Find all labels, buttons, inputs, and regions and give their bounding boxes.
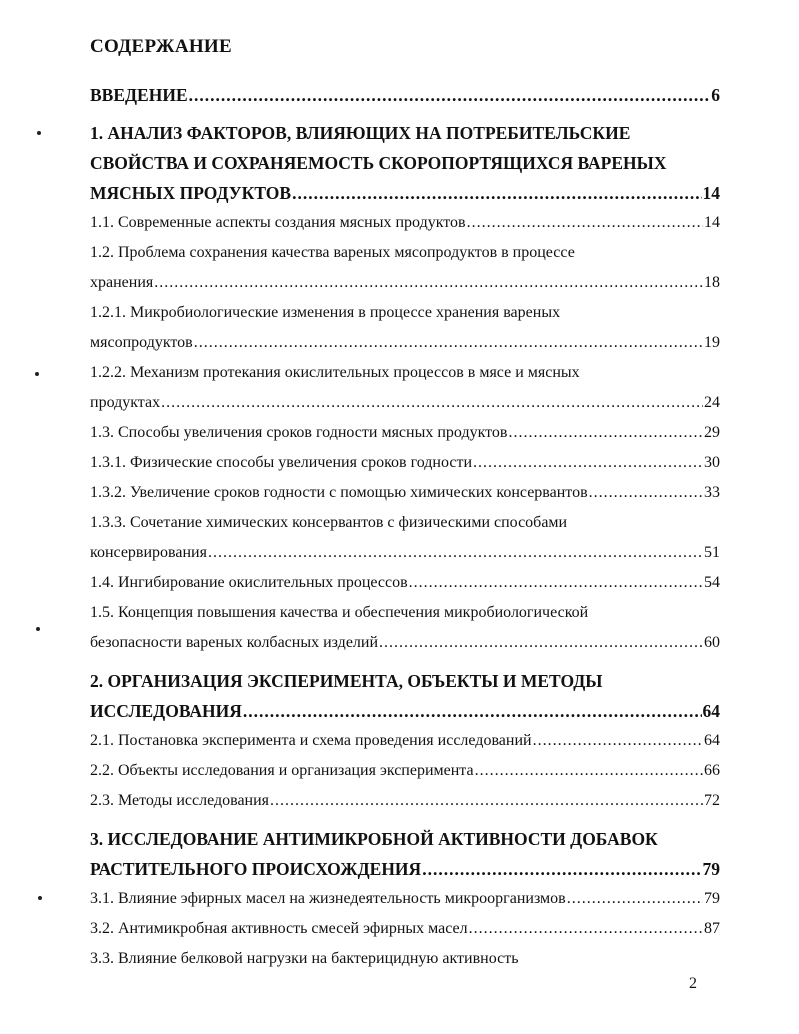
page-number: 2 xyxy=(689,975,697,992)
toc-entry xyxy=(90,726,720,756)
toc-entry-page: 66 xyxy=(704,762,720,779)
page-title: СОДЕРЖАНИЕ xyxy=(90,36,232,57)
toc-entry-text: 2.1. Постановка эксперимента и схема проведения исследований xyxy=(90,732,532,749)
toc-entry: СВОЙСТВА И СОХРАНЯЕМОСТЬ СКОРОПОРТЯЩИХСЯ ВАРЕНЫХ xyxy=(90,153,667,173)
toc-entry xyxy=(90,80,720,110)
toc-leader-dots xyxy=(154,268,703,298)
toc-entry-page: 64 xyxy=(702,701,720,721)
toc-leader-dots xyxy=(292,178,701,208)
toc-leader-dots xyxy=(473,448,703,478)
toc-entry-text: мясопродуктов xyxy=(90,334,193,351)
toc-entry-page: 30 xyxy=(704,454,720,471)
toc-leader-dots xyxy=(189,80,711,110)
toc-entry: 2. ОРГАНИЗАЦИЯ ЭКСПЕРИМЕНТА, ОБЪЕКТЫ И МЕТОДЫ xyxy=(90,671,603,691)
margin-mark xyxy=(37,131,41,135)
toc-entry-text: МЯСНЫХ ПРОДУКТОВ xyxy=(90,183,292,203)
toc-leader-dots xyxy=(567,884,703,914)
toc-leader-dots xyxy=(533,726,703,756)
toc-entry-text: 1.3.1. Физические способы увеличения сроков годности xyxy=(90,454,473,471)
toc-entry-text: ИССЛЕДОВАНИЯ xyxy=(90,701,242,721)
toc-entry-text: хранения xyxy=(90,274,154,291)
toc-leader-dots xyxy=(161,388,703,418)
toc-entry xyxy=(90,568,720,598)
toc-entry-page: 18 xyxy=(704,274,720,291)
toc-entry-text: 1.1. Современные аспекты создания мясных продуктов xyxy=(90,214,466,231)
toc-leader-dots xyxy=(194,328,703,358)
margin-mark xyxy=(38,896,42,900)
toc-leader-dots xyxy=(589,478,703,508)
toc-entry-text: 2.3. Методы исследования xyxy=(90,792,270,809)
toc-entry-text: РАСТИТЕЛЬНОГО ПРОИСХОЖДЕНИЯ xyxy=(90,859,422,879)
toc-leader-dots xyxy=(508,418,703,448)
toc-entry-text: консервирования xyxy=(90,544,207,561)
toc-entry: 1.2.1. Микробиологические изменения в процессе хранения вареных xyxy=(90,304,561,321)
toc-entry: 1.2.2. Механизм протекания окислительных процессов в мясе и мясных xyxy=(90,364,580,381)
toc-entry xyxy=(90,448,720,478)
toc-entry: 1.2. Проблема сохранения качества вареных мясопродуктов в процессе xyxy=(90,244,575,261)
toc-entry xyxy=(90,208,720,238)
toc-entry xyxy=(90,538,720,568)
toc-entry-text: продуктах xyxy=(90,394,161,411)
toc-entry-text: ВВЕДЕНИЕ xyxy=(90,85,188,105)
toc-entry xyxy=(90,628,720,658)
toc-leader-dots xyxy=(469,914,703,944)
toc-entry-page: 6 xyxy=(711,85,720,105)
toc-entry-text: 3.2. Антимикробная активность смесей эфирных масел xyxy=(90,920,468,937)
toc-entry: 1.5. Концепция повышения качества и обеспечения микробиологической xyxy=(90,604,589,621)
toc-entry-page: 87 xyxy=(704,920,720,937)
toc-entry: 3. ИССЛЕДОВАНИЕ АНТИМИКРОБНОЙ АКТИВНОСТИ ДОБАВОК xyxy=(90,829,658,849)
toc-entry xyxy=(90,696,720,726)
toc-entry: 1. АНАЛИЗ ФАКТОРОВ, ВЛИЯЮЩИХ НА ПОТРЕБИТЕЛЬСКИЕ xyxy=(90,123,631,143)
margin-mark xyxy=(35,372,39,376)
toc-entry xyxy=(90,786,720,816)
toc-entry xyxy=(90,914,720,944)
toc-leader-dots xyxy=(467,208,703,238)
toc-entry xyxy=(90,478,720,508)
toc-entry xyxy=(90,388,720,418)
toc-entry-page: 51 xyxy=(704,544,720,561)
section-gap xyxy=(90,110,720,118)
toc-entry-page: 19 xyxy=(704,334,720,351)
toc-leader-dots xyxy=(475,756,703,786)
toc-leader-dots xyxy=(243,696,702,726)
toc-entry xyxy=(90,268,720,298)
toc-entry-text: 3.1. Влияние эфирных масел на жизнедеятельность микроорганизмов xyxy=(90,890,566,907)
toc-leader-dots xyxy=(379,628,703,658)
toc-leader-dots xyxy=(409,568,703,598)
toc-entry-page: 60 xyxy=(704,634,720,651)
toc-entry xyxy=(90,756,720,786)
toc-entry-page: 72 xyxy=(704,792,720,809)
toc-entry-page: 79 xyxy=(704,890,720,907)
toc-leader-dots xyxy=(270,786,703,816)
toc-entry: 1.3.3. Сочетание химических консервантов с физическими способами xyxy=(90,514,568,531)
toc-entry-page: 33 xyxy=(704,484,720,501)
toc-entry-page: 54 xyxy=(704,574,720,591)
toc-entry-text: 2.2. Объекты исследования и организация эксперимента xyxy=(90,762,474,779)
toc-entry-page: 64 xyxy=(704,732,720,749)
table-of-contents xyxy=(90,80,720,974)
toc-entry xyxy=(90,884,720,914)
toc-entry-page: 29 xyxy=(704,424,720,441)
toc-entry-page: 14 xyxy=(704,214,720,231)
toc-entry xyxy=(90,854,720,884)
toc-entry: 3.3. Влияние белковой нагрузки на бактерицидную активность xyxy=(90,950,519,967)
toc-entry xyxy=(90,178,720,208)
section-gap xyxy=(90,658,720,666)
toc-leader-dots xyxy=(422,854,701,884)
margin-mark xyxy=(36,627,40,631)
toc-entry-text: 1.3.2. Увеличение сроков годности с помощью химических консервантов xyxy=(90,484,588,501)
toc-entry-page: 14 xyxy=(702,183,720,203)
toc-entry xyxy=(90,418,720,448)
toc-entry-page: 79 xyxy=(702,859,720,879)
toc-entry xyxy=(90,328,720,358)
toc-entry-text: 1.4. Ингибирование окислительных процессов xyxy=(90,574,408,591)
toc-entry-page: 24 xyxy=(704,394,720,411)
toc-entry-text: безопасности вареных колбасных изделий xyxy=(90,634,379,651)
toc-entry-text: 1.3. Способы увеличения сроков годности мясных продуктов xyxy=(90,424,508,441)
toc-leader-dots xyxy=(208,538,703,568)
section-gap xyxy=(90,816,720,824)
